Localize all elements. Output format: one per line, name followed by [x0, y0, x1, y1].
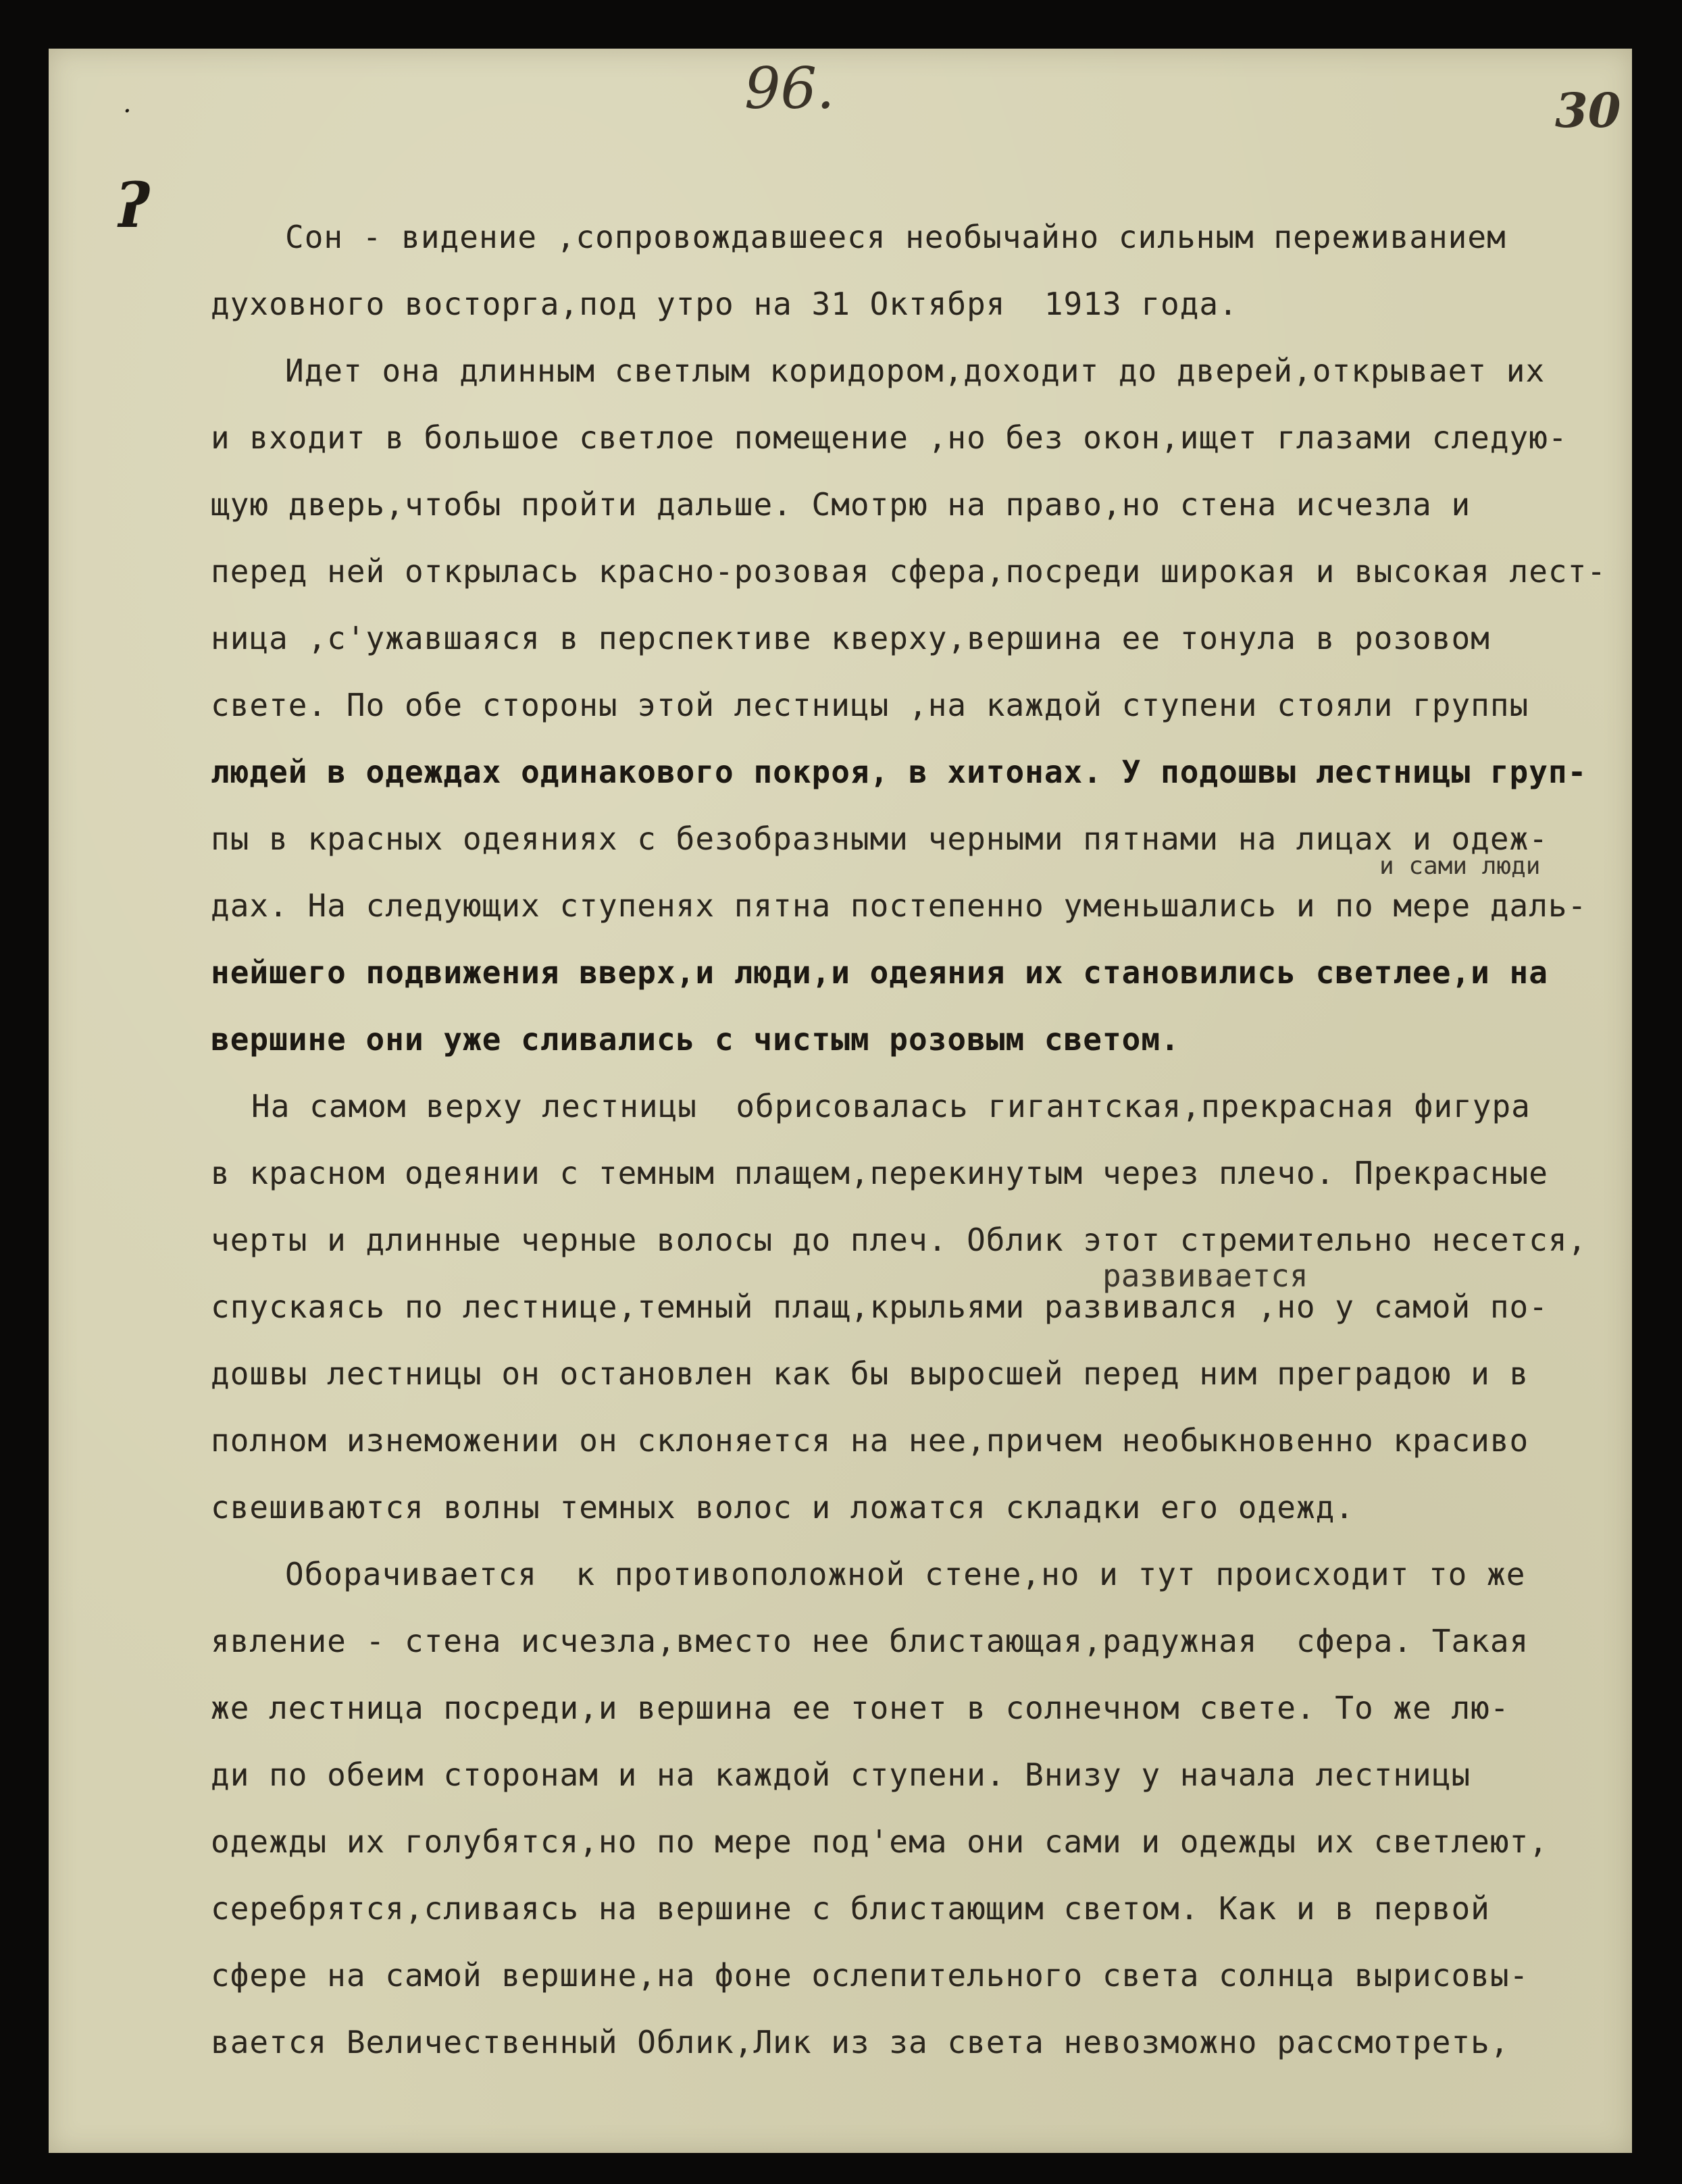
text-line: черты и длинные черные волосы до плеч. Облик этот стремительно несется, — [211, 1222, 1587, 1258]
margin-dot: · — [123, 96, 132, 127]
text-line: ница ,с'ужавшаяся в перспективе кверху,вершина ее тонула в розовом — [211, 620, 1490, 656]
text-line: дошвы лестницы он остановлен как бы выросшей перед ним преградою и в — [211, 1355, 1529, 1392]
page-number: 30 — [1555, 82, 1621, 138]
text-line: ди по обеим сторонам и на каждой ступени. Внизу у начала лестницы — [211, 1757, 1471, 1793]
text-line: вершине они уже сливались с чистым розовым светом. — [211, 1021, 1180, 1058]
text-line: людей в одеждах одинакового покроя, в хитонах. У подошвы лестницы груп- — [211, 754, 1587, 790]
text-line: сфере на самой вершине,на фоне ослепительного света солнца вырисовы- — [211, 1957, 1529, 1994]
interlinear-insert: развивается — [1102, 1257, 1308, 1294]
text-line: серебрятся,сливаясь на вершине с блистающим светом. Как и в первой — [211, 1890, 1490, 1927]
archive-number-handwritten: 96. — [744, 55, 835, 122]
text-line: На самом верху лестницы обрисовалась гигантская,прекрасная фигура — [251, 1088, 1531, 1124]
text-line: явление - стена исчезла,вместо нее блистающая,радужная сфера. Такая — [211, 1623, 1529, 1659]
text-line: Идет она длинным светлым коридором,доходит до дверей,открывает их — [285, 353, 1546, 389]
text-line: же лестница посреди,и вершина ее тонет в солнечном свете. То же лю- — [211, 1690, 1510, 1726]
text-line: вается Величественный Облик,Лик из за света невозможно рассмотреть, — [211, 2024, 1510, 2060]
text-line: дах. На следующих ступенях пятна постепенно уменьшались и по мере даль- — [211, 887, 1587, 924]
text-line: и входит в большое светлое помещение ,но без окон,ищет глазами следую- — [211, 419, 1568, 456]
text-line: свешиваются волны темных волос и ложатся складки его одежд. — [211, 1489, 1354, 1526]
text-line: духовного восторга,под утро на 31 Октября 1913 года. — [211, 286, 1238, 322]
text-line: в красном одеянии с темным плащем,перекинутым через плечо. Прекрасные — [211, 1155, 1548, 1191]
text-line: одежды их голубятся,но по мере под'ема они сами и одежды их светлеют, — [211, 1823, 1548, 1860]
text-line: пы в красных одеяниях с безобразными черными пятнами на лицах и одеж- — [211, 821, 1548, 857]
text-line: щую дверь,чтобы пройти дальше. Смотрю на право,но стена исчезла и — [211, 486, 1471, 523]
text-line: Сон - видение ,сопровождавшееся необычайно сильным переживанием — [285, 219, 1506, 255]
document-page — [49, 49, 1632, 2153]
text-line: свете. По обе стороны этой лестницы ,на каждой ступени стояли группы — [211, 687, 1529, 723]
text-line: спускаясь по лестнице,темный плащ,крыльями развивался ,но у самой по- — [211, 1289, 1548, 1325]
text-line: нейшего подвижения вверх,и люди,и одеяния их становились светлее,и на — [211, 954, 1548, 991]
text-line: перед ней открылась красно-розовая сфера,посреди широкая и высокая лест- — [211, 553, 1606, 590]
margin-mark: ʔ — [116, 170, 150, 242]
interlinear-insert: и сами люди — [1379, 852, 1541, 880]
typewritten-text — [211, 204, 1632, 2076]
text-line: Оборачивается к противоположной стене,но и тут происходит то же — [285, 1556, 1526, 1592]
text-line: полном изнеможении он склоняется на нее,причем необыкновенно красиво — [211, 1422, 1529, 1459]
